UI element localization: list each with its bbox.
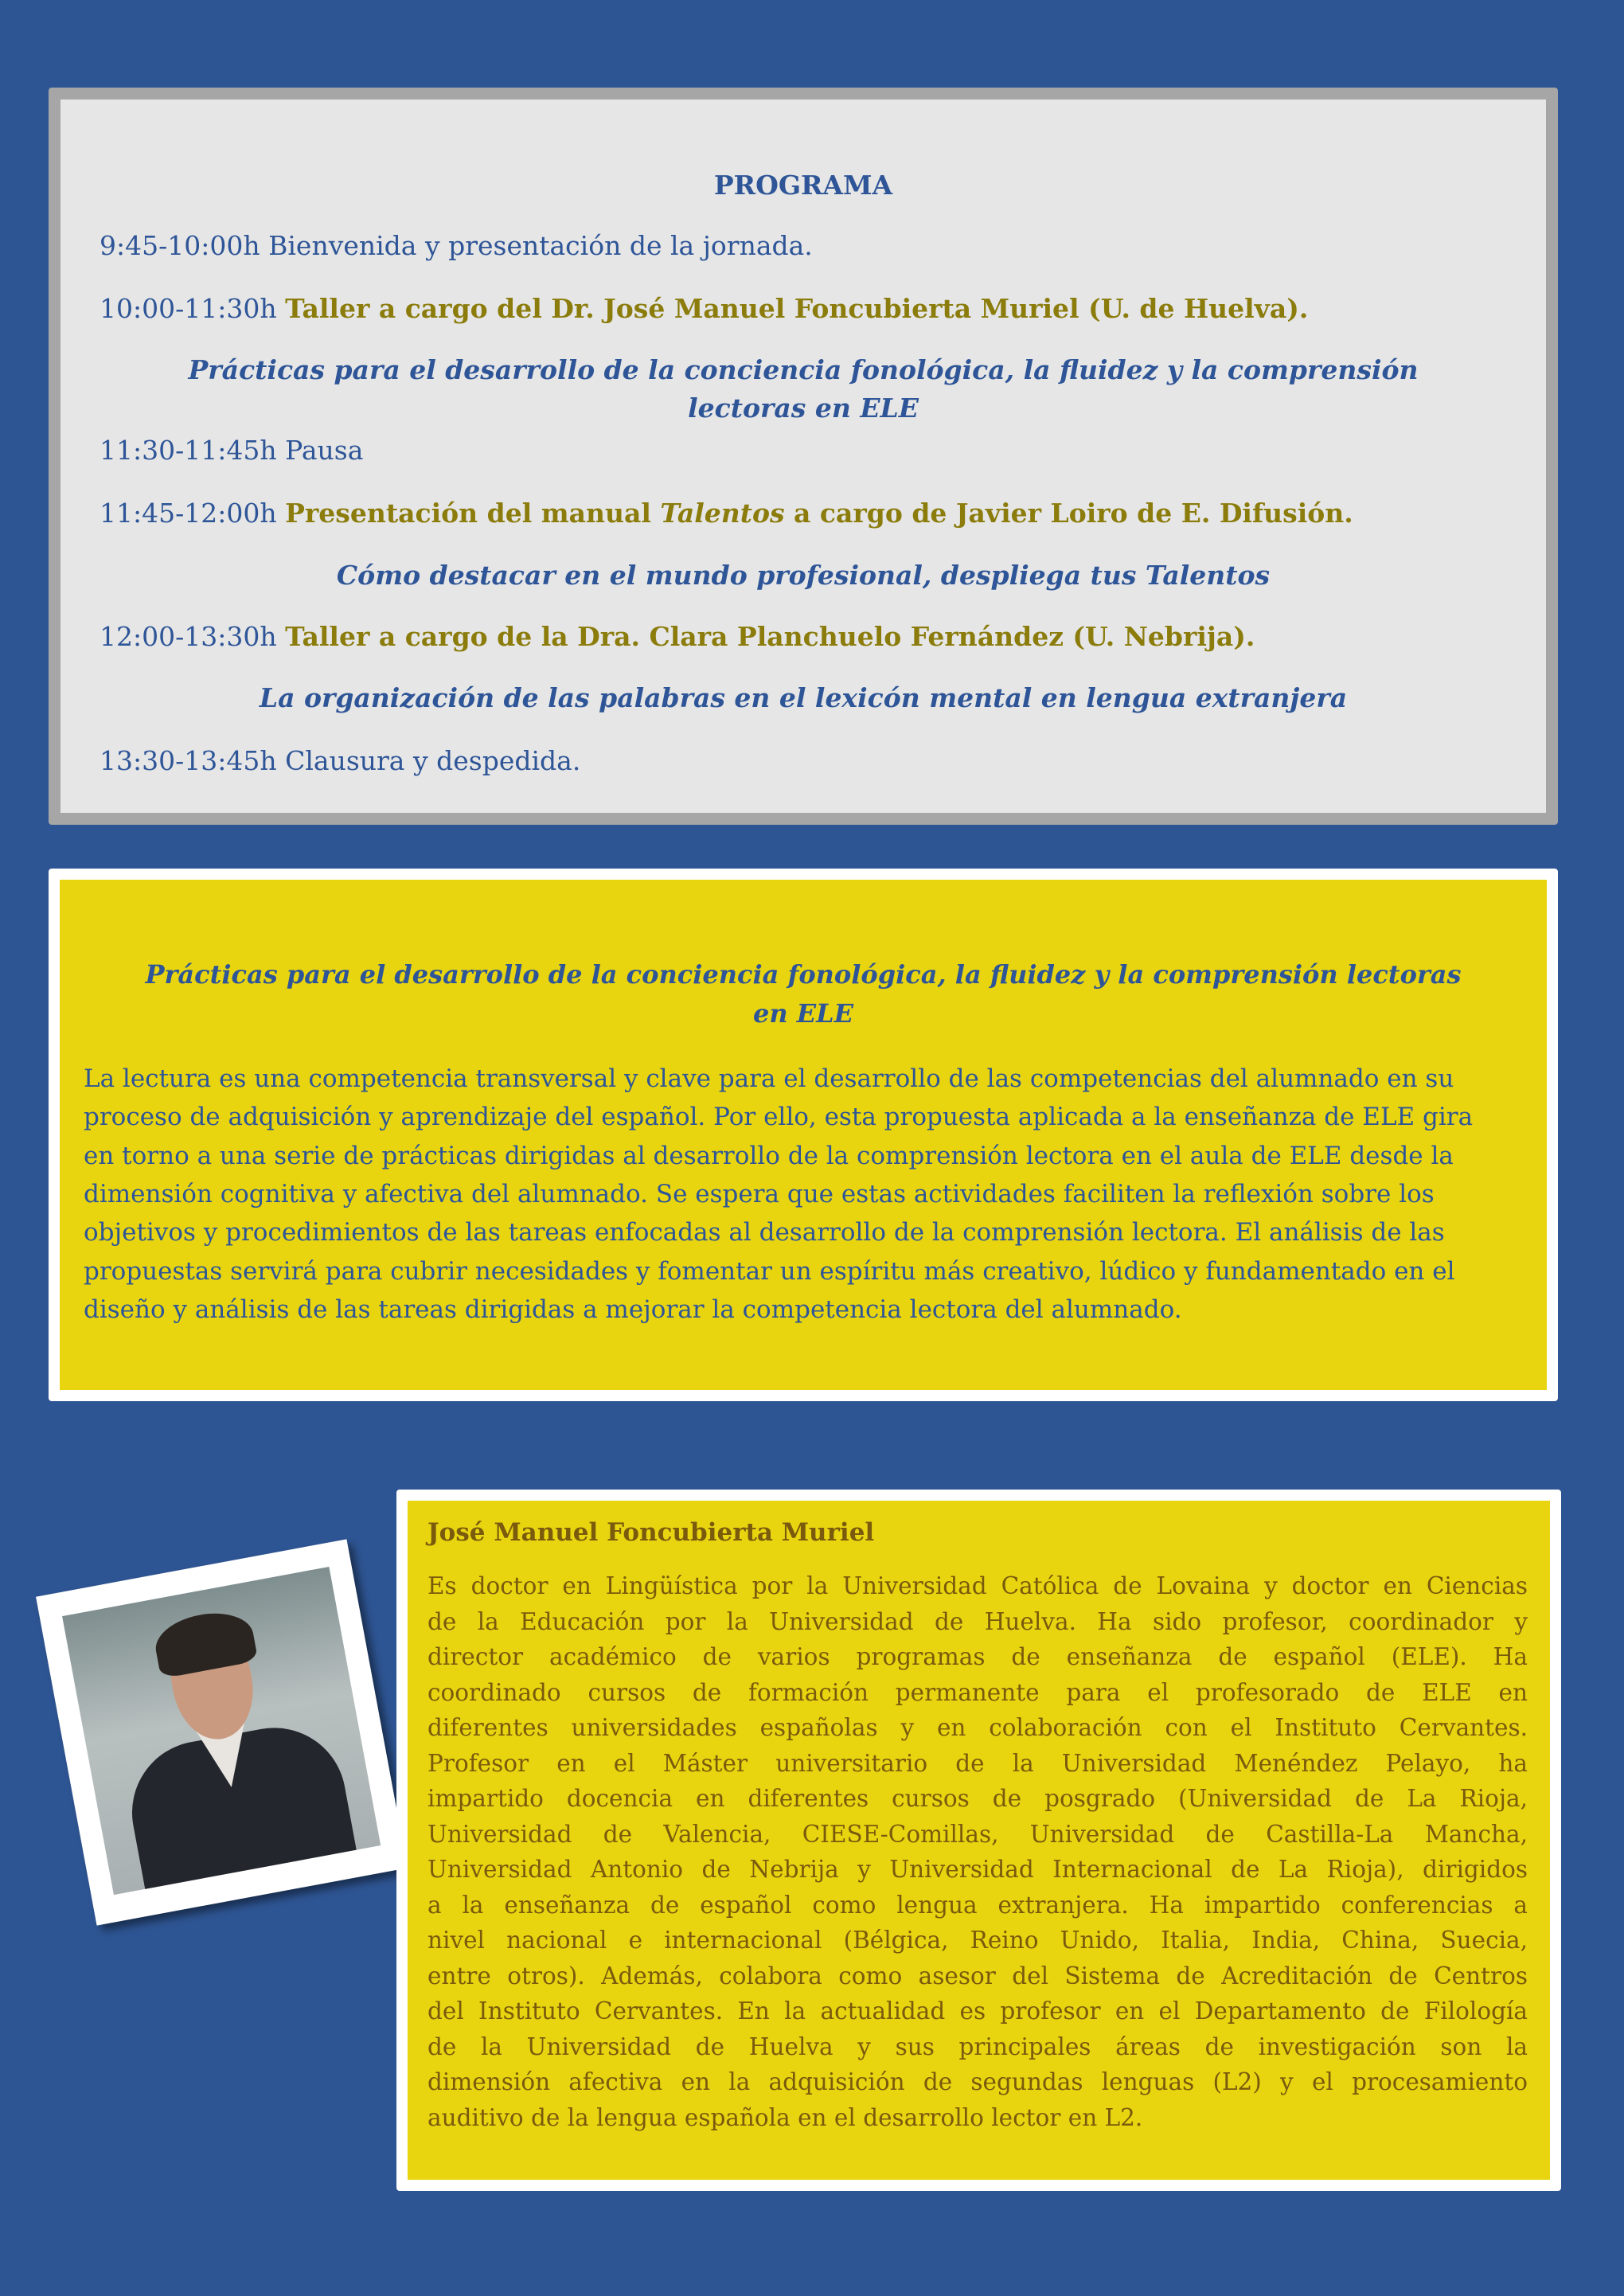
schedule-item [100, 230, 813, 261]
abstract-body-line: proceso de adquisición y aprendizaje del español. Por ello, esta propuesta aplicada a la enseñanza de ELE gira [84, 1103, 1474, 1132]
schedule-time: 12:00-13:30h [100, 621, 277, 652]
session-subtitle: Prácticas para el desarrollo de la conciencia fonológica, la fluidez y la comprensión [188, 354, 1419, 385]
bio-body-line: auditivo de la lengua española en el desarrollo lector en L2. [427, 2103, 1143, 2131]
schedule-text-italic: Talentos [660, 498, 785, 529]
schedule-item [100, 498, 1353, 529]
schedule-text: Taller a cargo de la Dra. Clara Planchuelo Fernández (U. Nebrija). [285, 621, 1255, 652]
schedule-item [100, 293, 1308, 324]
session-subtitle-cont: lectoras en ELE [688, 392, 919, 424]
schedule-text: Bienvenida y presentación de la jornada. [268, 230, 813, 261]
bio-body-line: Profesor en el Máster universitario de la Universidad Menéndez Pelayo, ha [427, 1749, 1528, 1777]
bio-body-line: a la enseñanza de español como lengua extranjera. Ha impartido conferencias a [427, 1891, 1528, 1919]
abstract-body-line: La lectura es una competencia transversal y clave para el desarrollo de las competencias del alumnado en su [84, 1064, 1454, 1093]
session-subtitle: Cómo destacar en el mundo profesional, despliega tus Talentos [336, 560, 1271, 591]
schedule-time: 11:45-12:00h [100, 498, 277, 529]
schedule-text: Clausura y despedida. [285, 745, 581, 776]
bio-body-line: coordinado cursos de formación permanente para el profesorado de ELE en [427, 1678, 1528, 1706]
schedule-text: a cargo de Javier Loiro de E. Difusión. [784, 498, 1353, 529]
schedule-item [100, 435, 363, 466]
bio-body-line: entre otros). Además, colabora como asesor del Sistema de Acreditación de Centros [427, 1962, 1528, 1989]
bio-body-line: dimensión afectiva en la adquisición de segundas lenguas (L2) y el procesamiento [427, 2068, 1528, 2095]
schedule-text: Taller a cargo del Dr. José Manuel Foncubierta Muriel (U. de Huelva). [285, 293, 1309, 324]
bio-body-line: nivel nacional e internacional (Bélgica, Reino Unido, Italia, India, China, Suecia, [427, 1927, 1528, 1954]
abstract-body-line: diseño y análisis de las tareas dirigidas a mejorar la competencia lectora del alumnado. [84, 1294, 1182, 1324]
bio-body-line: de la Educación por la Universidad de Huelva. Ha sido profesor, coordinador y [427, 1607, 1528, 1635]
abstract-panel [49, 869, 1558, 1401]
speaker-name: José Manuel Foncubierta Muriel [427, 1518, 875, 1547]
abstract-title: Prácticas para el desarrollo de la conciencia fonológica, la fluidez y la comprensión lectoras [145, 959, 1462, 990]
session-subtitle: La organización de las palabras en el lexicón mental en lengua extranjera [259, 682, 1348, 713]
schedule-time: 10:00-11:30h [100, 293, 277, 324]
bio-body-line: Universidad Antonio de Nebrija y Universidad Internacional de La Rioja), dirigidos [427, 1856, 1528, 1883]
speaker-portrait-image [62, 1567, 381, 1895]
programa-title: PROGRAMA [713, 170, 893, 201]
abstract-body-line: objetivos y procedimientos de las tareas enfocadas al desarrollo de la comprensión lectora. El análisis de las [84, 1218, 1445, 1248]
abstract-body-line: en torno a una serie de prácticas dirigidas al desarrollo de la comprensión lectora en el aula de ELE desde la [84, 1141, 1454, 1170]
bio-body-line: Es doctor en Lingüística por la Universidad Católica de Lovaina y doctor en Ciencias [427, 1572, 1528, 1599]
schedule-item [100, 745, 580, 776]
abstract-body-line: propuestas servirá para cubrir necesidades y fomentar un espíritu más creativo, lúdico y fundamentado en el [84, 1256, 1455, 1286]
bio-body-line: diferentes universidades españolas y en colaboración con el Instituto Cervantes. [427, 1714, 1528, 1741]
bio-body-line: director académico de varios programas de enseñanza de español (ELE). Ha [427, 1643, 1528, 1670]
abstract-body-line: dimensión cognitiva y afectiva del alumnado. Se espera que estas actividades faciliten la reflexión sobre los [84, 1179, 1435, 1209]
speaker-photo [36, 1539, 408, 1925]
schedule-text: Pausa [285, 435, 364, 466]
bio-body-line: de la Universidad de Huelva y sus principales áreas de investigación son la [427, 2032, 1528, 2060]
speaker-bio-panel [396, 1490, 1561, 2191]
schedule-item [100, 621, 1255, 652]
programa-panel [49, 88, 1558, 825]
bio-body-line: Universidad de Valencia, CIESE-Comillas, Universidad de Castilla-La Mancha, [427, 1820, 1528, 1848]
bio-body-line: impartido docencia en diferentes cursos de posgrado (Universidad de La Rioja, [427, 1785, 1528, 1812]
schedule-time: 13:30-13:45h [100, 745, 277, 776]
schedule-text: Presentación del manual [285, 498, 661, 529]
schedule-time: 11:30-11:45h [100, 435, 277, 466]
schedule-time: 9:45-10:00h [100, 230, 260, 261]
abstract-title: en ELE [752, 998, 854, 1029]
bio-body-line: del Instituto Cervantes. En la actualidad es profesor en el Departamento de Filología [427, 1997, 1528, 2025]
